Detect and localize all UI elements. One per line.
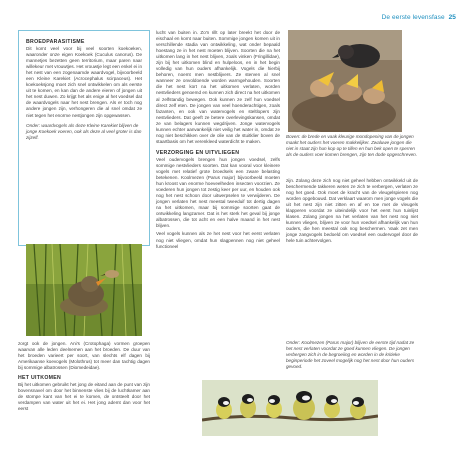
heading-het-uitkomen: HET UITKOMEN (18, 375, 62, 382)
page-number: 25 (448, 14, 456, 21)
column-2-text-3: Veel vogels kunnen als ze het nest voor het eerst verlaten nog niet vliegen, omdat hun slagpennen nog niet geheel functioneel (156, 231, 280, 249)
box-caption: Onder: waardvogels als deze Kleine Karekiet blijven de jonge Koekoek voeren, ook als deze al veel groter is dan zijzelf. (26, 122, 142, 140)
caption-onder-koolmezen: Onder: Koolmezen (Parus major) blijven de eerste tijd nadat ze het nest verlaten voordat ze goed kunnen vliegen. De jongen verbergen zich in de begroeiing en worden in de kritieke beginperiode het zoveel mogelijk nog het nest door hun ouders gevoed. (286, 340, 415, 370)
section-title: De eerste levensfase (381, 14, 445, 21)
heading-verzorging: VERZORGING EN UITVLIEGEN (156, 149, 240, 156)
running-head (382, 14, 456, 21)
info-box-broedparasitisme (18, 30, 150, 246)
great-tits-illustration (202, 380, 378, 436)
column-3-caption-top (286, 134, 418, 158)
box-text: Dit komt veel voor bij veel soorten koekoeken, waaronder onze eigen Koekoek (Cuculus canorus). De mannetjes bezetten geen territorium, maar paren naar willekeur met vrouwtjes. Het vrouwtje legt een enkel ei in het nest van een zogenaamde waardvogel, bijvoorbeeld een Kleine Karekiet (Acrocephalus scirpaceus). Het koekoeksjong moet zich snel ontwikkelen om als eerste uit te komen, en kan dan de andere eieren of jongen uit het nest duwen. Zo krijgt het als enige al het voedsel dat de waardvogels naar het nest brengen. Als er toch nog andere jongen zijn, verhongeren die al snel omdat ze niet tegen het enorme nestjongen zijn opgewassen. (26, 46, 142, 118)
column-1-bottom (18, 341, 150, 412)
column-3-caption-bottom (286, 340, 418, 370)
gaping-chicks-illustration (288, 30, 402, 132)
reed-warbler-illustration (26, 244, 142, 336)
great-tits-photo (202, 380, 378, 436)
column-3-body: zijn. Zolang deze zich nog niet geheel hebben ontwikkeld uit de beschermende takkeren weten ze zich te verbergen, verlaten ze nog het goed. Ook moet de kracht van de vleugelspieren nog worden opgebouwd. Dat verklaart waarom men jonge vogels die uit het nest zijn niet zitten en af en toe met de vleugels klapperen voordat ze uiteindelijk voor het eerst hun tuinlijst klasen. Zolang jongen na het verlaten van het nest nog niet kunnen vliegen, blijven ze voor hun voedsel afhankelijk van hun ouders, die hen meestal ook nog beschermen. Vaak zet men jonge zangvogels bedoeld om voedsel een oudervogel door de hele tuin achtervolgen. (286, 178, 418, 244)
column-2 (156, 30, 280, 250)
reed-warbler-photo (26, 244, 142, 336)
column-2-text-1: lucht van buiten in. Zo'n rillt op later breekt het door de eischaal en komt naar buiten. Sommige jongen komen uit in verschillende stadia van ontwikkeling, wat onder bepaald hoestang ze in het nest moeten blijven. Soorten die na het uitkomen lang in het nest blijven, zoals vinken (Fringillidae), zijn bij het uitkomen blind en hulpeloos, en in het begin volledig van hun ouders afhankelijk. Vogels die hierbij behoren, noemt men nestblijvers. Ze sterven al snel wanneer ze onvoldoende worden warmgehouden. Soorten die het nest kort na het uitkomen verlaten, worden nestvlieders genoemd en kunnen zich direct na het uitkomen al zelfstandig bewegen. Ook kunnen ze zelf hun voedsel direct zelf eten. De jongen van veel hoenderachtigen, zoals fazanten, en ook van watervogels en steltlopers zijn nestvlieders. Dat geeft ze betere overlevingskansen, omdat ze van belagers kunnen wegdrijven. Jonge watervogels kunnen echter aanvankelijk niet veilig het water in, omdat ze nog niet beschikken over de olie van de stuitklier boven de staartbasis om het verenkleed waterdicht te maken. (156, 30, 280, 144)
caption-boven: Boven: de brede en vaak kleurige mondopening van de jongen maakt het ouders het voeren makkelijker. Zwaluwe jongen die niet in staat zijn hun kop op te tillen en hun bek open te sperren als de ouders voer komen brengen, zijn ten dode opgeschreven. (286, 134, 418, 158)
box-heading: BROEDPARASITISME (26, 39, 85, 45)
column-1-text-bottom: Bij het uitkomen gebruikt het jong de eitand aan de punt van zijn bovensnavel om door het binnenste vlies bij de luchtkamer aan de stompe kant van het ei te komen, de ontsteelt door het verdampen van water uit het ei. Het jong ademt dan voor het eerst (18, 382, 150, 412)
column-3-text (286, 178, 418, 245)
column-1-text-top: zorgt ook de jongen. Ani's (Crotophaga) vormen groepen waarvan alle leden deelnemen aan het broeden. De duur van het broeden varieert per soort, van slechts elf dagen bij Amerikaanse koevogels (Molothrus) tot meer dan tachtig dagen bij sommige albatrossen (Diomedeidae). (18, 341, 150, 371)
gaping-chicks-photo (288, 30, 402, 132)
column-2-text-2: Veel oudervogels brengen hun jongen voedsel, zelfs sommige nestvlieders soorten. Dat kan vooral voor kleinere vogels met relatief grote broedsels een zware belasting betekenen. Koolmezen (Parus major) bijvoorbeeld moeten hun kroost van enorme hoeveelheden insecten voorzien. Ze voederen hun jongen tot zestig keer per uur, en houden ook nog het nest schoon door uitwerpselen te verwijderen. De jongen verlaten het nest meestal tweeduif tot dertig dagen na het uitkomen, maar bij sommige soorten gaat de ontwikkeling langzamer. Dat is het sterk het geval bij jonge albatrossen, die tot acht en een halve maand in het nest blijven. (156, 156, 280, 229)
